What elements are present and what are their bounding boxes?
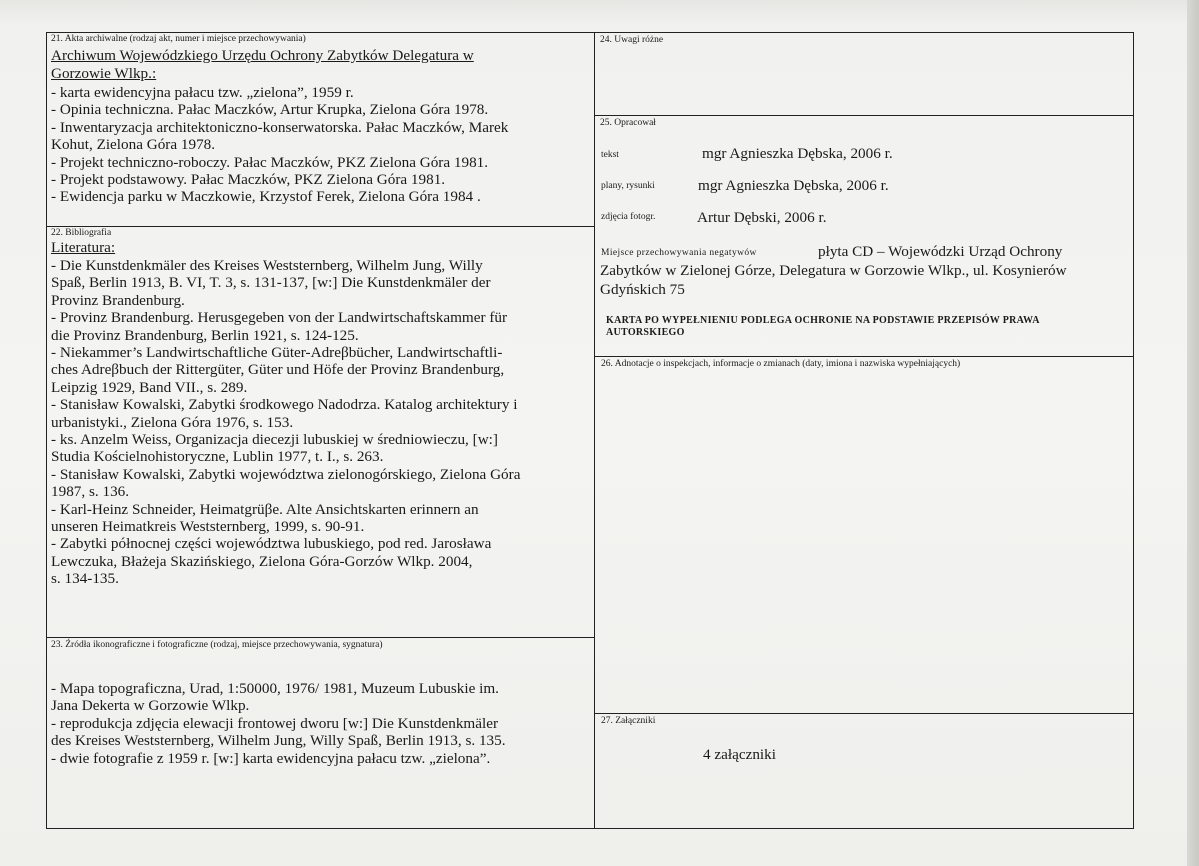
- section-21-heading: Archiwum Wojewódzkiego Urzędu Ochrony Zabytków Delegatura w: [51, 47, 474, 64]
- copyright-note-2: AUTORSKIEGO: [606, 327, 685, 338]
- list-item: s. 134-135.: [51, 570, 119, 588]
- list-item: ches Adreβbuch der Rittergüter, Güter und Höfe der Provinz Brandenburg,: [51, 361, 505, 379]
- list-item: Lewczuka, Błażeja Skazińskiego, Zielona Góra-Gorzów Wlkp. 2004,: [51, 552, 473, 570]
- list-item: - Die Kunstdenkmäler des Kreises Weststernberg, Wilhelm Jung, Willy: [51, 257, 483, 274]
- list-item: - Stanisław Kowalski, Zabytki województwa zielonogórskiego, Zielona Góra: [51, 465, 521, 483]
- list-item: - dwie fotografie z 1959 r. [w:] karta ewidencyjna pałacu tzw. „zielona”.: [51, 749, 491, 767]
- divider-21-22: [46, 226, 595, 227]
- section-24-caption: 24. Uwagi różne: [600, 35, 664, 45]
- miejsce-line-1: płyta CD – Wojewódzki Urząd Ochrony: [818, 243, 1063, 260]
- section-26-caption: 26. Adnotacje o inspekcjach, informacje o zmianach (daty, imiona i nazwiska wypełniających): [601, 359, 961, 369]
- list-item: - Projekt podstawowy. Pałac Maczków, PKZ Zielona Góra 1981.: [51, 171, 446, 188]
- copyright-note-1: KARTA PO WYPEŁNIENIU PODLEGA OCHRONIE NA PODSTAWIE PRZEPISÓW PRAWA: [606, 315, 1040, 326]
- list-item: - Karl-Heinz Schneider, Heimatgrüβe. Alte Ansichtskarten erinnern an: [51, 500, 479, 518]
- list-item: - Niekammer’s Landwirtschaftliche Güter-Adreβbücher, Landwirtschaftli-: [51, 344, 503, 361]
- list-item: - ks. Anzelm Weiss, Organizacja diecezji lubuskiej w średniowieczu, [w:]: [51, 431, 498, 448]
- list-item: Leipzig 1929, Band VII., s. 289.: [51, 378, 248, 396]
- miejsce-label: Miejsce przechowywania negatywów: [601, 248, 757, 258]
- list-item: - Mapa topograficzna, Urad, 1:50000, 1976/ 1981, Muzeum Lubuskie im.: [51, 680, 499, 697]
- list-item: - reprodukcja zdjęcia elewacji frontowej dworu [w:] Die Kunstdenkmäler: [51, 714, 499, 732]
- section-23-caption: 23. Źródła ikonograficzne i fotograficzne (rodzaj, miejsce przechowywania, sygnatura): [51, 640, 383, 650]
- miejsce-line-2: Zabytków w Zielonej Górze, Delegatura w Gorzowie Wlkp., ul. Kosynierów: [600, 262, 1067, 279]
- tekst-value: mgr Agnieszka Dębska, 2006 r.: [702, 145, 893, 162]
- list-item: Jana Dekerta w Gorzowie Wlkp.: [51, 697, 250, 715]
- list-item: die Provinz Brandenburg, Berlin 1921, s. 124-125.: [51, 326, 359, 344]
- section-25-caption: 25. Opracował: [600, 118, 656, 128]
- list-item: Provinz Brandenburg.: [51, 291, 185, 309]
- list-item: - Provinz Brandenburg. Herusgegeben von der Landwirtschaftskammer für: [51, 309, 508, 327]
- list-item: - Stanisław Kowalski, Zabytki środkowego Nadodrza. Katalog architektury i: [51, 396, 518, 414]
- attachments-value: 4 załączniki: [703, 746, 776, 763]
- divider-26-27: [594, 713, 1134, 714]
- list-item: des Kreises Weststernberg, Wilhelm Jung, Willy Spaß, Berlin 1913, s. 135.: [51, 732, 506, 750]
- section-21-caption: 21. Akta archiwalne (rodzaj akt, numer i miejsce przechowywania): [51, 34, 306, 44]
- scan-edge: [1187, 0, 1199, 866]
- list-item: - Projekt techniczno-roboczy. Pałac Maczków, PKZ Zielona Góra 1981.: [51, 153, 489, 171]
- list-item: - Opinia techniczna. Pałac Maczków, Artur Krupka, Zielona Góra 1978.: [51, 101, 489, 119]
- plany-value: mgr Agnieszka Dębska, 2006 r.: [698, 177, 889, 194]
- list-item: urbanistyki., Zielona Góra 1976, s. 153.: [51, 413, 294, 431]
- section-22-caption: 22. Bibliografia: [51, 228, 112, 238]
- list-item: unseren Heimatkreis Weststernberg, 1999, s. 90-91.: [51, 518, 365, 535]
- divider-24-25: [594, 115, 1134, 116]
- list-item: - Ewidencja parku w Maczkowie, Krzystof Ferek, Zielona Góra 1984 .: [51, 188, 481, 206]
- plany-label: plany, rysunki: [601, 181, 655, 191]
- section-27-caption: 27. Załączniki: [601, 716, 656, 726]
- divider-25-26: [594, 356, 1134, 357]
- zdjecia-label: zdjęcia fotogr.: [601, 212, 656, 222]
- list-item: Studia Kościelnohistoryczne, Lublin 1977, t. I., s. 263.: [51, 448, 384, 466]
- zdjecia-value: Artur Dębski, 2006 r.: [697, 209, 827, 226]
- miejsce-line-3: Gdyńskich 75: [600, 281, 685, 298]
- list-item: - Zabytki północnej części województwa lubuskiego, pod red. Jarosława: [51, 535, 492, 553]
- list-item: Spaß, Berlin 1913, B. VI, T. 3, s. 131-137, [w:] Die Kunstdenkmäler der: [51, 274, 491, 292]
- section-21-heading-2: Gorzowie Wlkp.:: [51, 65, 157, 82]
- tekst-label: tekst: [601, 150, 619, 160]
- divider-22-23: [46, 637, 595, 638]
- list-item: 1987, s. 136.: [51, 483, 130, 501]
- list-item: - Inwentaryzacja architektoniczno-konserwatorska. Pałac Maczków, Marek: [51, 118, 509, 136]
- list-item: - karta ewidencyjna pałacu tzw. „zielona”, 1959 r.: [51, 84, 354, 101]
- section-22-heading: Literatura:: [51, 239, 116, 256]
- list-item: Kohut, Zielona Góra 1978.: [51, 136, 216, 154]
